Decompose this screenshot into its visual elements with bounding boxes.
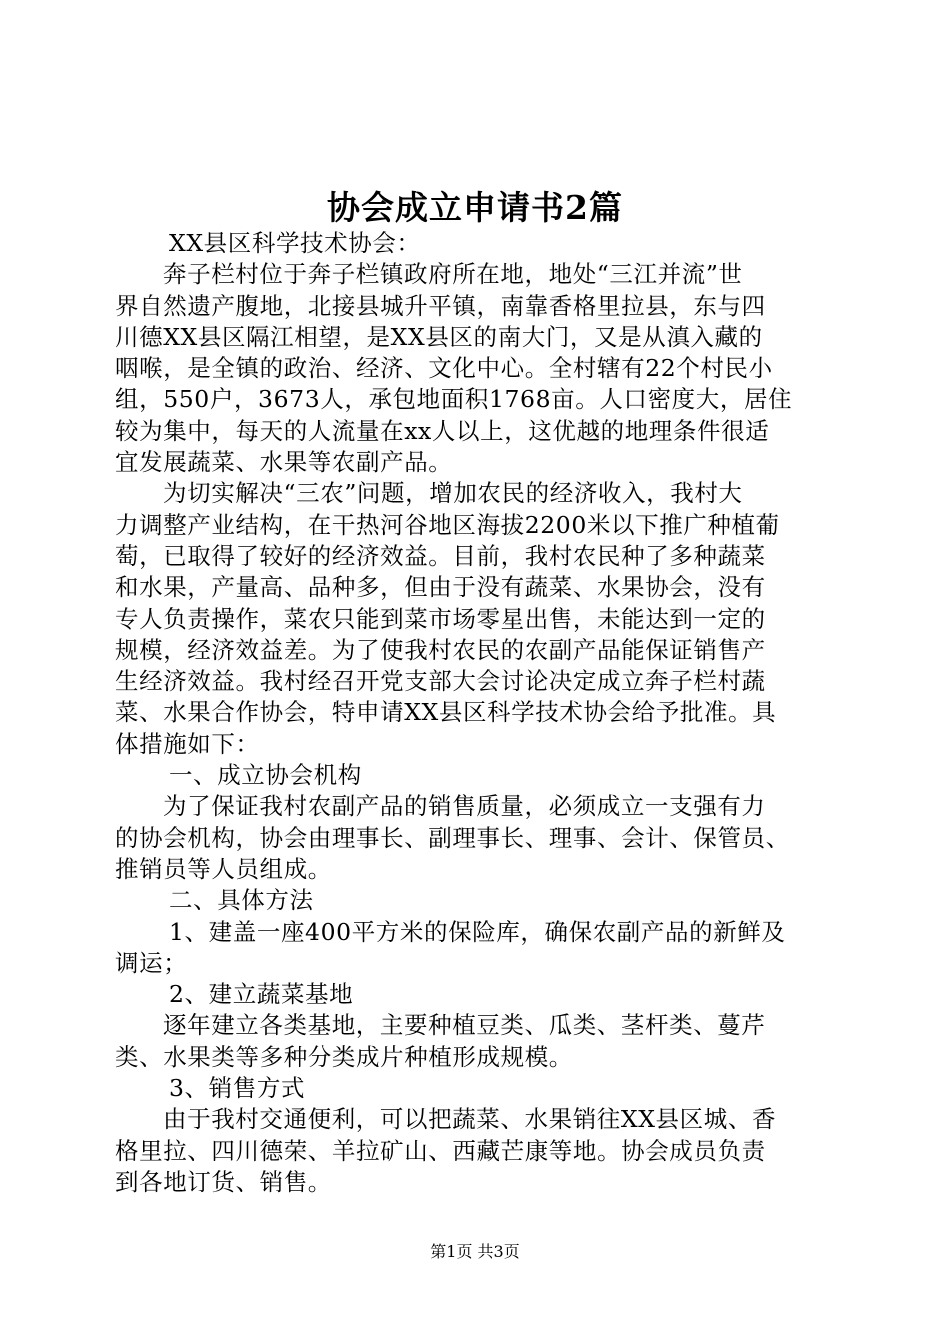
text-line: 一、成立协会机构 (169, 761, 362, 790)
text-line: 的协会机构，协会由理事长、副理事长、理事、会计、保管员、 (115, 823, 790, 852)
text-line: 调运； (115, 948, 188, 977)
text-line: 二、具体方法 (169, 886, 314, 915)
text-line: 1、建盖一座400平方米的保险库，确保农副产品的新鲜及 (169, 917, 786, 946)
text-line: 为切实解决“三农”问题，增加农民的经济收入，我村大 (163, 479, 743, 508)
text-line: 川德XX县区隔江相望，是XX县区的南大门，又是从滇入藏的 (115, 322, 763, 351)
text-line: 逐年建立各类基地，主要种植豆类、瓜类、茎杆类、蔓芹 (163, 1011, 766, 1040)
text-line: XX县区科学技术协会： (169, 229, 421, 257)
text-line: 菜、水果合作协会，特申请XX县区科学技术协会给予批准。具 (115, 698, 777, 727)
text-line: 生经济效益。我村经召开党支部大会讨论决定成立奔子栏村蔬 (115, 667, 766, 696)
text-line: 为了保证我村农副产品的销售质量，必须成立一支强有力 (163, 792, 766, 821)
text-line: 较为集中，每天的人流量在xx人以上，这优越的地理条件很适 (115, 416, 770, 445)
text-line: 力调整产业结构，在干热河谷地区海拔2200米以下推广种植葡 (115, 510, 780, 539)
document-title: 协会成立申请书2篇 (327, 188, 623, 227)
text-line: 专人负责操作，菜农只能到菜市场零星出售，未能达到一定的 (115, 604, 766, 633)
page-footer: 第1页 共3页 (430, 1242, 520, 1261)
text-line: 格里拉、四川德荣、羊拉矿山、西藏芒康等地。协会成员负责 (115, 1136, 766, 1165)
text-line: 3、销售方式 (169, 1074, 306, 1103)
text-line: 类、水果类等多种分类成片种植形成规模。 (115, 1042, 573, 1071)
text-line: 宜发展蔬菜、水果等农副产品。 (115, 448, 453, 477)
text-line: 体措施如下： (115, 729, 260, 758)
text-line: 推销员等人员组成。 (115, 854, 332, 883)
text-line: 和水果，产量高、品种多，但由于没有蔬菜、水果协会，没有 (115, 573, 766, 602)
text-line: 萄，已取得了较好的经济效益。目前，我村农民种了多种蔬菜 (115, 541, 766, 570)
text-line: 由于我村交通便利，可以把蔬菜、水果销往XX县区城、香 (163, 1105, 777, 1134)
text-line: 规模，经济效益差。为了使我村农民的农副产品能保证销售产 (115, 635, 766, 664)
text-line: 奔子栏村位于奔子栏镇政府所在地，地处“三江并流”世 (163, 260, 743, 289)
text-line: 2、建立蔬菜基地 (169, 980, 354, 1009)
text-line: 咽喉，是全镇的政治、经济、文化中心。全村辖有22个村民小 (115, 354, 773, 383)
text-line: 界自然遗产腹地，北接县城升平镇，南靠香格里拉县，东与四 (115, 291, 766, 320)
document-body (115, 228, 835, 1198)
text-line: 组，550户，3673人，承包地面积1768亩。人口密度大，居住 (115, 385, 793, 414)
text-line: 到各地订货、销售。 (115, 1167, 332, 1196)
